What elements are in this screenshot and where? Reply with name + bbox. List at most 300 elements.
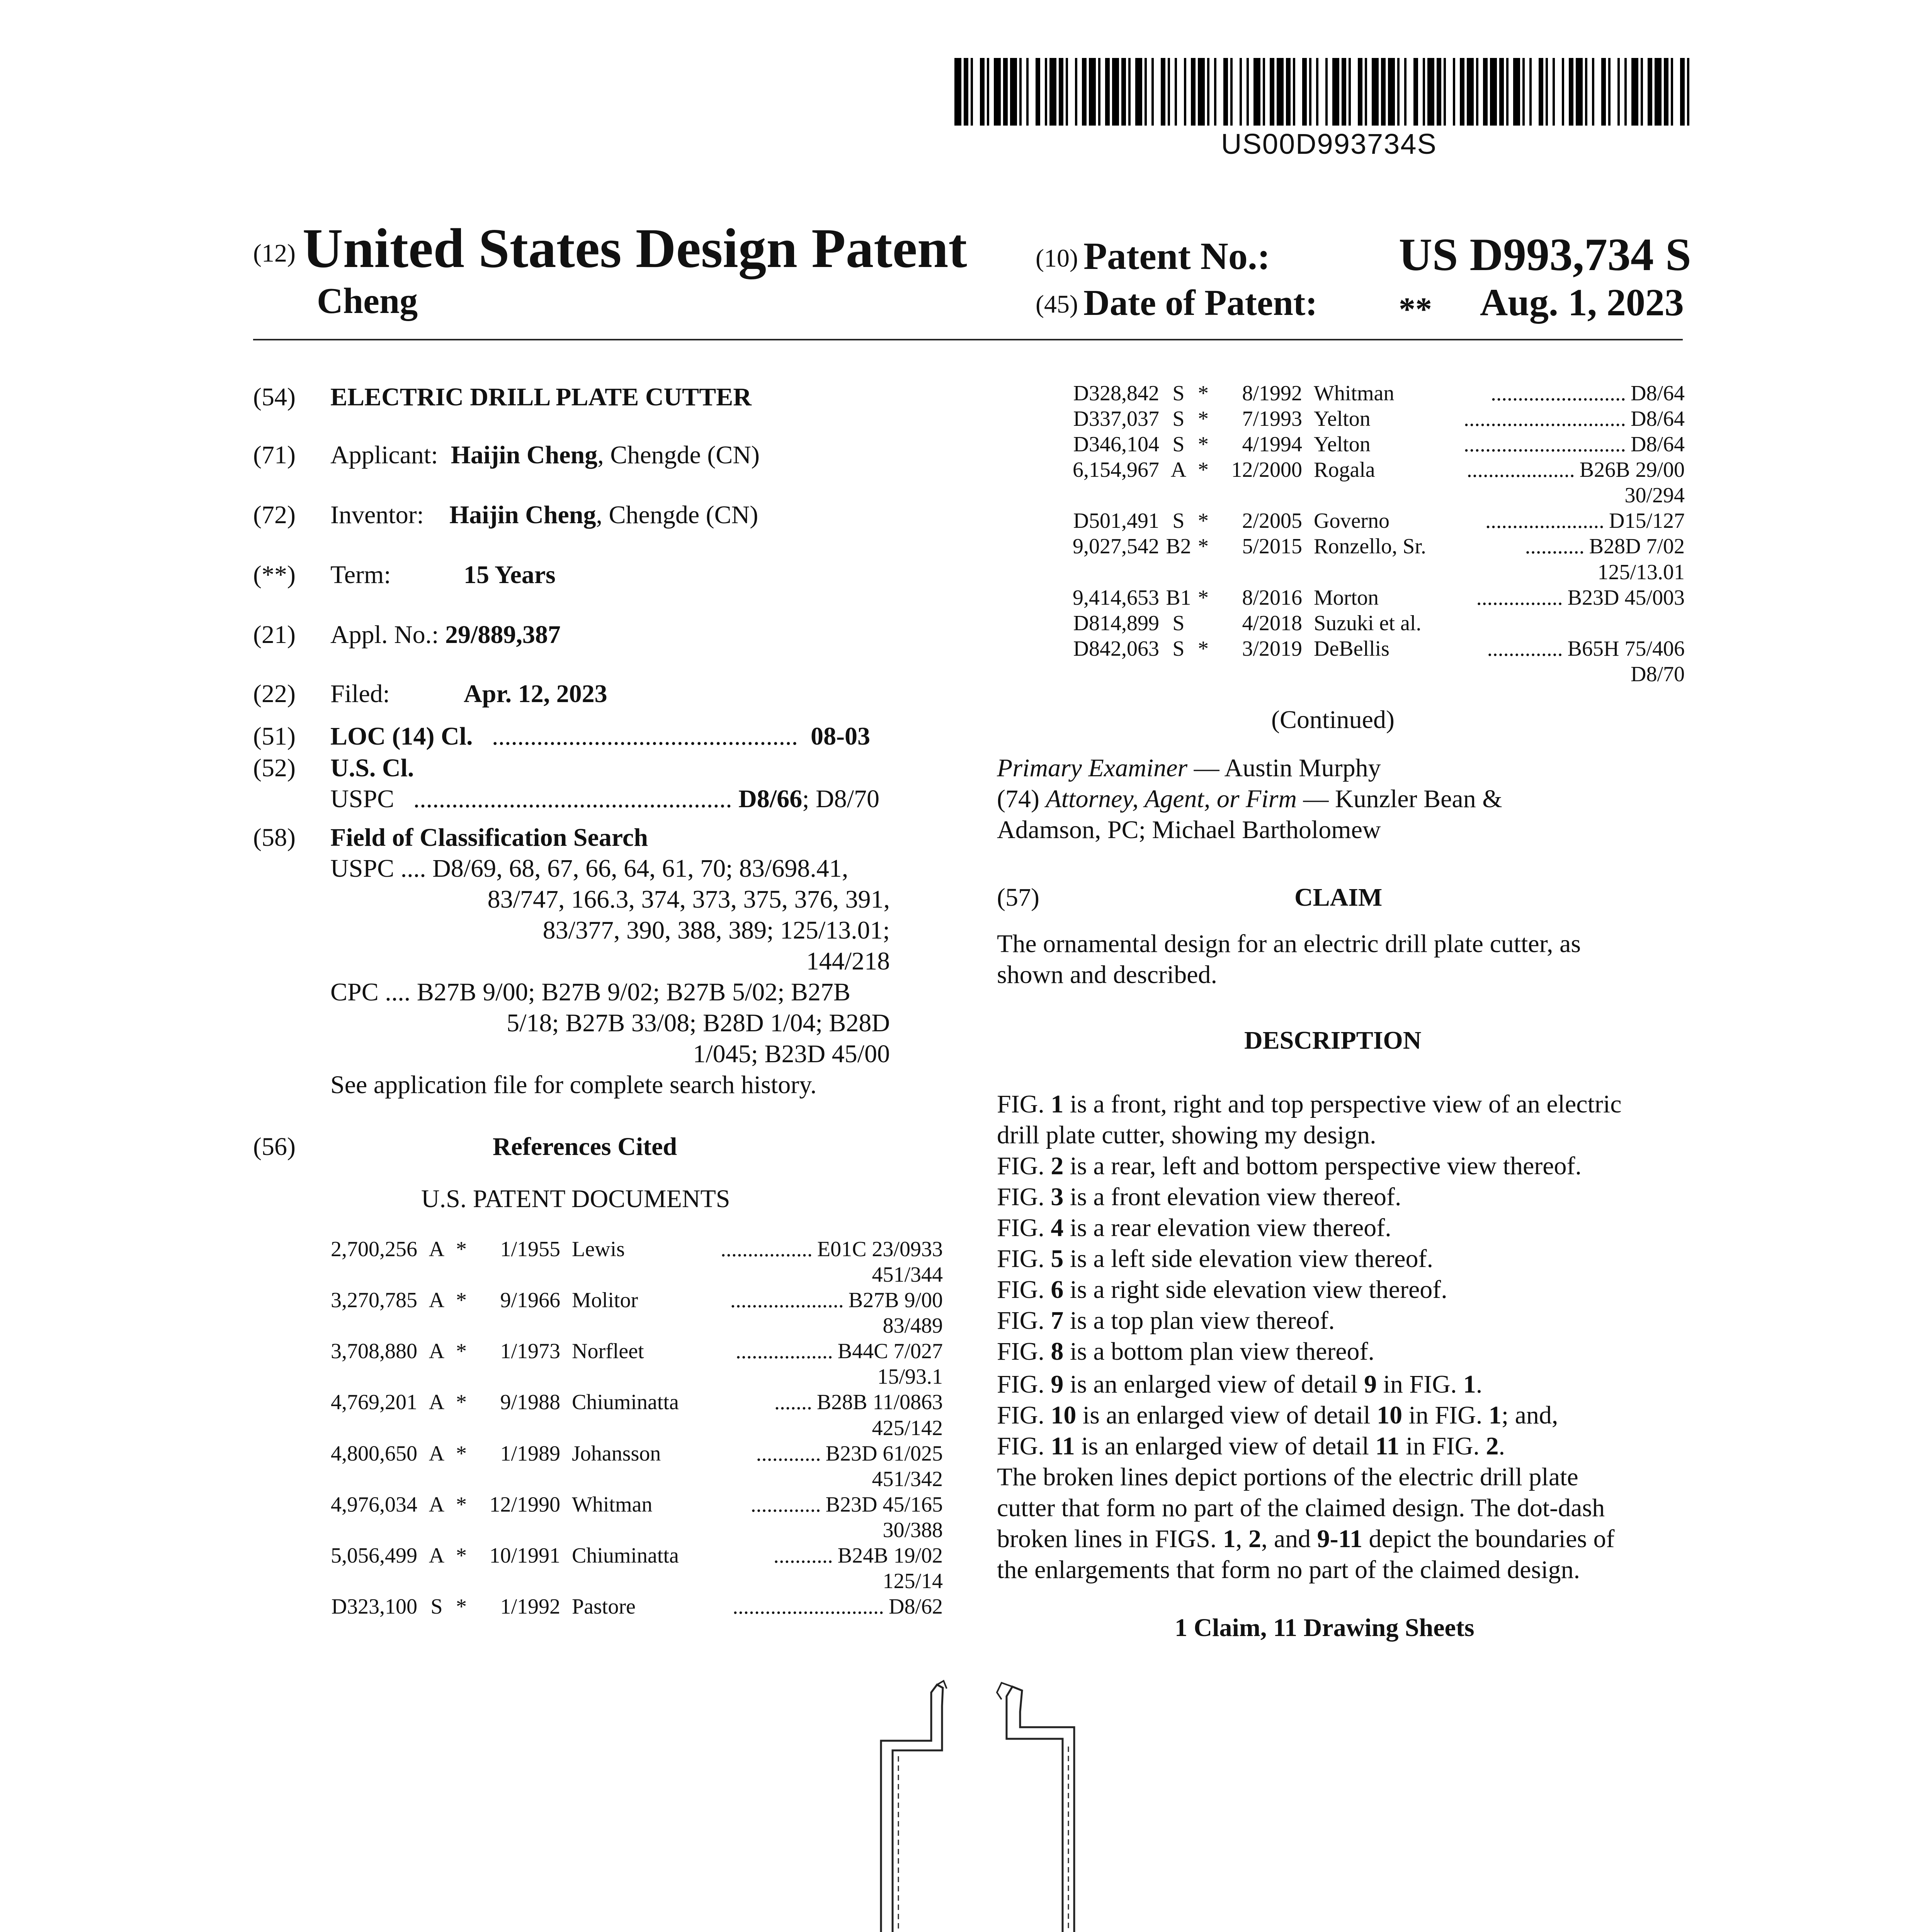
reference-kind: A: [429, 1390, 445, 1415]
figure-description: FIG. 8 is a bottom plan view thereof.: [997, 1337, 1374, 1366]
reference-star: *: [456, 1390, 467, 1415]
reference-subclass: 83/489: [883, 1314, 943, 1338]
barcode-bar: [1184, 58, 1186, 126]
barcode-bar: [1569, 58, 1573, 126]
barcode-bar: [1617, 58, 1620, 126]
barcode-bar: [1648, 58, 1652, 126]
reference-dots: .................: [720, 1237, 813, 1261]
filed-label: Filed:: [330, 680, 390, 708]
reference-dots: ...........: [773, 1543, 833, 1568]
reference-kind: S: [1172, 432, 1185, 457]
barcode-bar: [1332, 58, 1339, 126]
barcode-bar: [1453, 58, 1455, 126]
reference-name: Rogala: [1314, 458, 1375, 482]
reference-date: 10/1991: [489, 1543, 560, 1568]
reference-classification: D8/64: [1631, 381, 1685, 405]
reference-star: *: [456, 1543, 467, 1568]
field-search-label: Field of Classification Search: [330, 823, 648, 852]
figure-description: FIG. 1 is a front, right and top perspective view of an electric: [997, 1090, 1622, 1118]
barcode-bar: [1388, 58, 1395, 126]
barcode-bar: [1089, 58, 1096, 126]
barcode-bar: [1427, 58, 1434, 126]
reference-row: [1055, 636, 1685, 687]
barcode-bar: [1499, 58, 1504, 126]
reference-name: Chiuminatta: [572, 1543, 679, 1568]
barcode-bar: [1191, 58, 1196, 126]
reference-classification: B26B 29/00: [1579, 458, 1685, 482]
reference-star: *: [1198, 407, 1209, 431]
barcode-bar: [1467, 58, 1474, 126]
barcode-bar: [1045, 58, 1047, 126]
reference-star: *: [456, 1288, 467, 1313]
barcode-bar: [1207, 58, 1209, 126]
reference-classification: B44C 7/027: [837, 1339, 943, 1364]
reference-row: [1055, 457, 1685, 508]
reference-number: 2,700,256: [331, 1237, 417, 1261]
reference-date: 4/2018: [1242, 611, 1302, 635]
barcode-bar: [1608, 58, 1611, 126]
reference-kind: S: [1172, 636, 1185, 661]
filed-value: Apr. 12, 2023: [464, 680, 607, 708]
reference-class: [692, 1287, 943, 1338]
date-stars: **: [1399, 291, 1432, 328]
reference-dots: ..................: [735, 1339, 833, 1364]
reference-name: Whitman: [1314, 381, 1395, 405]
barcode-bar: [1671, 58, 1673, 126]
reference-name: Chiuminatta: [572, 1390, 679, 1415]
reference-star: *: [456, 1339, 467, 1364]
reference-classification: B23D 45/165: [825, 1492, 943, 1517]
inventor: [330, 500, 758, 530]
barcode-bar: [1003, 58, 1008, 126]
reference-class: [692, 1236, 943, 1287]
inventor-label: Inventor:: [330, 501, 424, 529]
patent-title: ELECTRIC DRILL PLATE CUTTER: [330, 383, 752, 411]
barcode-bar: [1105, 58, 1110, 126]
barcode-bar: [1121, 58, 1126, 126]
fig10-line: FIG. 10 is an enlarged view of detail 10 in FIG. 1; and,: [997, 1401, 1558, 1429]
reference-kind: B2: [1166, 534, 1191, 559]
reference-dots: .......: [774, 1390, 812, 1415]
examiner-name: Austin Murphy: [1224, 754, 1381, 782]
barcode-bar: [954, 58, 961, 126]
uspc-rest: ; D8/70: [802, 785, 879, 813]
filed-code: (22): [253, 680, 296, 708]
claim-text-line: shown and described.: [997, 961, 1218, 989]
barcode-bar: [994, 58, 1001, 126]
reference-classification: D8/64: [1631, 432, 1685, 457]
reference-date: 12/1990: [489, 1492, 560, 1517]
barcode-bar: [1506, 58, 1509, 126]
reference-kind: A: [429, 1237, 445, 1261]
loc-dots: ................................................: [492, 722, 798, 750]
reference-name: Molitor: [572, 1288, 638, 1313]
appl-no: [330, 620, 561, 650]
barcode-bar: [1286, 58, 1291, 126]
date-of-patent: Aug. 1, 2023: [1480, 281, 1684, 324]
references-heading: References Cited: [493, 1133, 677, 1161]
reference-number: D346,104: [1073, 432, 1159, 457]
barcode-bar: [1490, 58, 1497, 126]
reference-dots: ...........: [1525, 534, 1585, 559]
reference-date: 9/1988: [500, 1390, 560, 1415]
barcode-bar: [1112, 58, 1119, 126]
barcode-bar: [1161, 58, 1165, 126]
dot-dash-text: broken lines in FIGS. 1, 2, and 9-11 depict the boundaries of: [997, 1525, 1615, 1553]
reference-subclass: 451/344: [872, 1263, 943, 1287]
reference-name: DeBellis: [1314, 636, 1389, 661]
reference-subclass: 425/142: [872, 1416, 943, 1440]
reference-row: [1055, 611, 1685, 636]
patent-number-label: [1036, 234, 1270, 278]
barcode-bar: [1513, 58, 1520, 126]
barcode-bar: [1483, 58, 1488, 126]
reference-date: 1/1989: [500, 1441, 560, 1466]
reference-date: 5/2015: [1242, 534, 1302, 559]
barcode-bar: [1230, 58, 1233, 126]
barcode-bar: [1397, 58, 1400, 126]
barcode-bar: [1128, 58, 1131, 126]
reference-dots: ............: [756, 1441, 821, 1466]
left-arm-outline: [881, 1685, 943, 1932]
barcode-bar: [1539, 58, 1543, 126]
barcode-bar: [1066, 58, 1068, 126]
figure-description: FIG. 3 is a front elevation view thereof.: [997, 1183, 1401, 1211]
reference-kind: A: [429, 1441, 445, 1466]
barcode-bar: [1247, 58, 1249, 126]
claim-code: (57): [997, 883, 1039, 912]
reference-row: [1055, 406, 1685, 432]
reference-number: 5,056,499: [331, 1543, 417, 1568]
reference-row: [313, 1543, 943, 1594]
barcode-bar: [1529, 58, 1532, 126]
references-table-right: [1055, 381, 1685, 687]
reference-number: 4,976,034: [331, 1492, 417, 1517]
patent-number-label-text: Patent No.:: [1083, 235, 1270, 277]
barcode-bar: [1655, 58, 1662, 126]
attorney-line2: Adamson, PC; Michael Bartholomew: [997, 816, 1381, 844]
reference-class: [1439, 432, 1685, 457]
field-search-uspc-line: 83/747, 166.3, 374, 373, 375, 376, 391,: [487, 885, 890, 913]
reference-name: Morton: [1314, 585, 1379, 610]
barcode-bar: [1365, 58, 1367, 126]
reference-number: D842,063: [1073, 636, 1159, 661]
barcode-bar: [1214, 58, 1216, 126]
barcode-bar: [1437, 58, 1441, 126]
description-heading: DESCRIPTION: [1244, 1026, 1422, 1054]
reference-classification: B65H 75/406: [1567, 636, 1685, 661]
reference-star: *: [1198, 509, 1209, 533]
barcode-bar: [971, 58, 973, 126]
figure-description: FIG. 6 is a right side elevation view thereof.: [997, 1276, 1447, 1304]
barcode-bar: [1253, 58, 1260, 126]
barcode-bar: [1592, 58, 1594, 126]
term-value: 15 Years: [464, 561, 556, 589]
figure-description: FIG. 5 is a left side elevation view thereof.: [997, 1245, 1434, 1273]
reference-class: [692, 1389, 943, 1440]
barcode-bar: [1240, 58, 1242, 126]
examiner-sep: —: [1187, 754, 1225, 782]
reference-row: [313, 1287, 943, 1338]
barcode-bar: [1546, 58, 1548, 126]
date-code: (45): [1036, 290, 1078, 318]
field-search-cpc-line: CPC .... B27B 9/00; B27B 9/02; B27B 5/02; B27B: [330, 978, 850, 1006]
reference-dots: ..............................: [1464, 407, 1626, 431]
barcode-number: US00D993734S: [1221, 128, 1437, 160]
reference-date: 1/1992: [500, 1595, 560, 1619]
barcode-bar: [1631, 58, 1638, 126]
document-type: [253, 216, 967, 281]
reference-row: [1055, 508, 1685, 534]
reference-dots: ......................: [1485, 509, 1604, 533]
reference-classification: B23D 45/003: [1567, 585, 1685, 610]
reference-classification: B28D 7/02: [1589, 534, 1685, 559]
reference-date: 3/2019: [1242, 636, 1302, 661]
reference-classification: D15/127: [1609, 509, 1685, 533]
reference-classification: D8/62: [889, 1595, 943, 1619]
reference-kind: A: [429, 1492, 445, 1517]
reference-subclass: 30/388: [883, 1518, 943, 1542]
reference-kind: S: [430, 1595, 443, 1619]
barcode-bar: [1576, 58, 1583, 126]
barcode-bar: [1198, 58, 1205, 126]
reference-dots: ..............: [1487, 636, 1563, 661]
title-code: (54): [253, 383, 296, 411]
uspc-dots: ..................................................: [413, 785, 732, 813]
reference-subclass: 30/294: [1624, 483, 1685, 508]
reference-date: 8/1992: [1242, 381, 1302, 405]
reference-row: [1055, 381, 1685, 406]
barcode-bar: [1680, 58, 1685, 126]
reference-row: [313, 1338, 943, 1389]
attorney-label: Attorney, Agent, or Firm: [1046, 785, 1297, 813]
reference-number: 3,270,785: [331, 1288, 417, 1313]
reference-star: *: [456, 1441, 467, 1466]
reference-name: Yelton: [1314, 432, 1371, 457]
barcode-bar: [1135, 58, 1142, 126]
barcode-bar: [1316, 58, 1318, 126]
barcode-bar: [1277, 58, 1284, 126]
reference-dots: .....................: [730, 1288, 844, 1313]
uspc-main: D8/66: [738, 785, 803, 813]
reference-kind: A: [1170, 458, 1187, 482]
barcode-bar: [1601, 58, 1606, 126]
reference-dots: ..............................: [1464, 432, 1626, 457]
reference-name: Lewis: [572, 1237, 625, 1261]
barcode-bar: [1522, 58, 1525, 126]
reference-number: 4,769,201: [331, 1390, 417, 1415]
broken-lines-text: The broken lines depict portions of the electric drill plate: [997, 1463, 1578, 1491]
right-arm-outline: [1007, 1687, 1074, 1932]
barcode-bar: [1293, 58, 1295, 126]
applicant-place: , Chengde (CN): [597, 441, 760, 469]
reference-class: [692, 1543, 943, 1594]
reference-row: [1055, 432, 1685, 457]
reference-dots: .........................: [1491, 381, 1626, 405]
reference-star: [1198, 611, 1221, 636]
reference-name: Johansson: [572, 1441, 661, 1466]
loc-code: (51): [253, 722, 296, 750]
barcode-bar: [1036, 58, 1040, 126]
applicant-code: (71): [253, 441, 296, 469]
barcode-bar: [980, 58, 985, 126]
references-table-left: [313, 1236, 943, 1619]
header-divider: [253, 339, 1683, 340]
reference-class: [1439, 508, 1685, 534]
reference-row: [1055, 534, 1685, 585]
reference-date: 2/2005: [1242, 509, 1302, 533]
reference-class: [1439, 611, 1685, 636]
figure-description: FIG. 2 is a rear, left and bottom perspective view thereof.: [997, 1152, 1582, 1180]
reference-class: [1439, 406, 1685, 432]
reference-number: D337,037: [1073, 407, 1159, 431]
reference-class: [1439, 381, 1685, 406]
date-of-patent-label: [1036, 282, 1318, 324]
document-type-title: United States Design Patent: [302, 218, 967, 279]
attorney-line1: Kunzler Bean &: [1335, 785, 1502, 813]
barcode-bar: [1175, 58, 1177, 126]
figure-description-continued: drill plate cutter, showing my design.: [997, 1121, 1376, 1149]
reference-kind: A: [429, 1288, 445, 1313]
reference-date: 1/1973: [500, 1339, 560, 1364]
term-label: Term:: [330, 561, 391, 589]
reference-name: Norfleet: [572, 1339, 644, 1364]
reference-number: 9,027,542: [1073, 534, 1159, 559]
claims-summary: 1 Claim, 11 Drawing Sheets: [1175, 1614, 1475, 1642]
barcode-bar: [1423, 58, 1425, 126]
reference-class: [1439, 534, 1685, 585]
us-patent-documents-heading: U.S. PATENT DOCUMENTS: [421, 1185, 730, 1213]
uspc-label: USPC: [330, 785, 395, 813]
reference-class: [692, 1441, 943, 1492]
barcode-bar: [1553, 58, 1555, 126]
barcode-bar: [1687, 58, 1689, 126]
reference-class: [1439, 457, 1685, 508]
reference-row: [313, 1441, 943, 1492]
reference-kind: B1: [1166, 585, 1191, 610]
reference-kind: A: [429, 1339, 445, 1364]
us-cl-label: U.S. Cl.: [330, 754, 414, 782]
term-code: (**): [253, 561, 296, 589]
reference-star: *: [1198, 534, 1209, 559]
reference-star: *: [456, 1595, 467, 1619]
reference-date: 7/1993: [1242, 407, 1302, 431]
us-cl-uspc: [330, 784, 879, 814]
field-search-cpc-line: 5/18; B27B 33/08; B28D 1/04; B28D: [507, 1009, 890, 1037]
figure-description: FIG. 4 is a rear elevation view thereof.: [997, 1214, 1391, 1242]
reference-name: Yelton: [1314, 407, 1371, 431]
claim-text-line: The ornamental design for an electric drill plate cutter, as: [997, 930, 1581, 958]
barcode-bar: [1624, 58, 1627, 126]
reference-name: Governo: [1314, 509, 1389, 533]
applicant: [330, 440, 760, 470]
barcode-bar: [1270, 58, 1274, 126]
broken-lines-text: cutter that form no part of the claimed design. The dot-dash: [997, 1494, 1605, 1522]
reference-kind: S: [1172, 611, 1185, 635]
barcode-bar: [1151, 58, 1154, 126]
applicant-label: Applicant:: [330, 441, 438, 469]
fig11-line: FIG. 11 is an enlarged view of detail 11 in FIG. 2.: [997, 1432, 1505, 1460]
barcode-bar: [1349, 58, 1351, 126]
barcode-bar: [1413, 58, 1418, 126]
us-cl-code: (52): [253, 754, 296, 782]
barcode-bar: [1075, 58, 1077, 126]
reference-name: Pastore: [572, 1595, 636, 1619]
barcode-bar: [1019, 58, 1022, 126]
loc-value: 08-03: [810, 722, 870, 750]
barcode-bar: [1302, 58, 1307, 126]
field-search-uspc-line: USPC .... D8/69, 68, 67, 66, 64, 61, 70; 83/698.41,: [330, 854, 849, 883]
reference-star: *: [456, 1492, 467, 1517]
reference-date: 1/1955: [500, 1237, 560, 1261]
barcode-bar: [1049, 58, 1056, 126]
reference-row: [313, 1389, 943, 1440]
barcode-bar: [1342, 58, 1346, 126]
barcode-bar: [1641, 58, 1643, 126]
reference-star: *: [456, 1237, 467, 1261]
reference-dots: ............................: [733, 1595, 884, 1619]
reference-class: [1439, 585, 1685, 611]
appl-no-value: 29/889,387: [445, 621, 561, 649]
continued-note: (Continued): [1271, 706, 1395, 734]
attorney: [997, 784, 1502, 814]
patent-number-code: (10): [1036, 244, 1078, 272]
reference-number: D323,100: [331, 1595, 417, 1619]
barcode-bar: [1168, 58, 1170, 126]
reference-row: [313, 1594, 943, 1619]
search-history-note: See application file for complete search history.: [330, 1071, 817, 1099]
reference-row: [313, 1236, 943, 1287]
reference-subclass: 125/14: [883, 1569, 943, 1594]
inventor-name: Haijin Cheng: [449, 501, 596, 529]
barcode-bar: [1145, 58, 1147, 126]
reference-star: *: [1198, 585, 1209, 610]
inventor-surname: Cheng: [317, 281, 418, 321]
reference-classification: B23D 61/025: [825, 1441, 943, 1466]
examiner-label: Primary Examiner: [997, 754, 1188, 782]
inventor-place: , Chengde (CN): [596, 501, 759, 529]
reference-number: D328,842: [1073, 381, 1159, 405]
claim-heading: CLAIM: [1294, 883, 1383, 912]
barcode-bar: [1098, 58, 1100, 126]
field-search-uspc-line: 144/218: [806, 947, 890, 975]
reference-classification: B24B 19/02: [837, 1543, 943, 1568]
reference-subclass: 15/93.1: [877, 1365, 943, 1389]
barcode-bar: [1372, 58, 1379, 126]
loc-class: [330, 722, 870, 751]
barcode-bar: [1082, 58, 1087, 126]
reference-kind: S: [1172, 407, 1185, 431]
reference-date: 12/2000: [1231, 458, 1302, 482]
reference-class: [1439, 636, 1685, 687]
inventor-code: (72): [253, 501, 296, 529]
patent-number: US D993,734 S: [1399, 229, 1691, 280]
appl-no-label: Appl. No.:: [330, 621, 439, 649]
reference-date: 9/1966: [500, 1288, 560, 1313]
reference-row: [313, 1492, 943, 1543]
field-search-uspc-line: 83/377, 390, 388, 389; 125/13.01;: [543, 916, 890, 944]
reference-classification: E01C 23/0933: [817, 1237, 943, 1261]
field-search-code: (58): [253, 823, 296, 852]
reference-dots: .............: [750, 1492, 821, 1517]
barcode-bar: [1325, 58, 1328, 126]
reference-number: 6,154,967: [1073, 458, 1159, 482]
dot-dash-text-end: the enlargements that form no part of the claimed design.: [997, 1556, 1580, 1584]
reference-classification: B28B 11/0863: [816, 1390, 943, 1415]
barcode-bar: [964, 58, 968, 126]
reference-date: 4/1994: [1242, 432, 1302, 457]
barcode-bar: [1460, 58, 1464, 126]
